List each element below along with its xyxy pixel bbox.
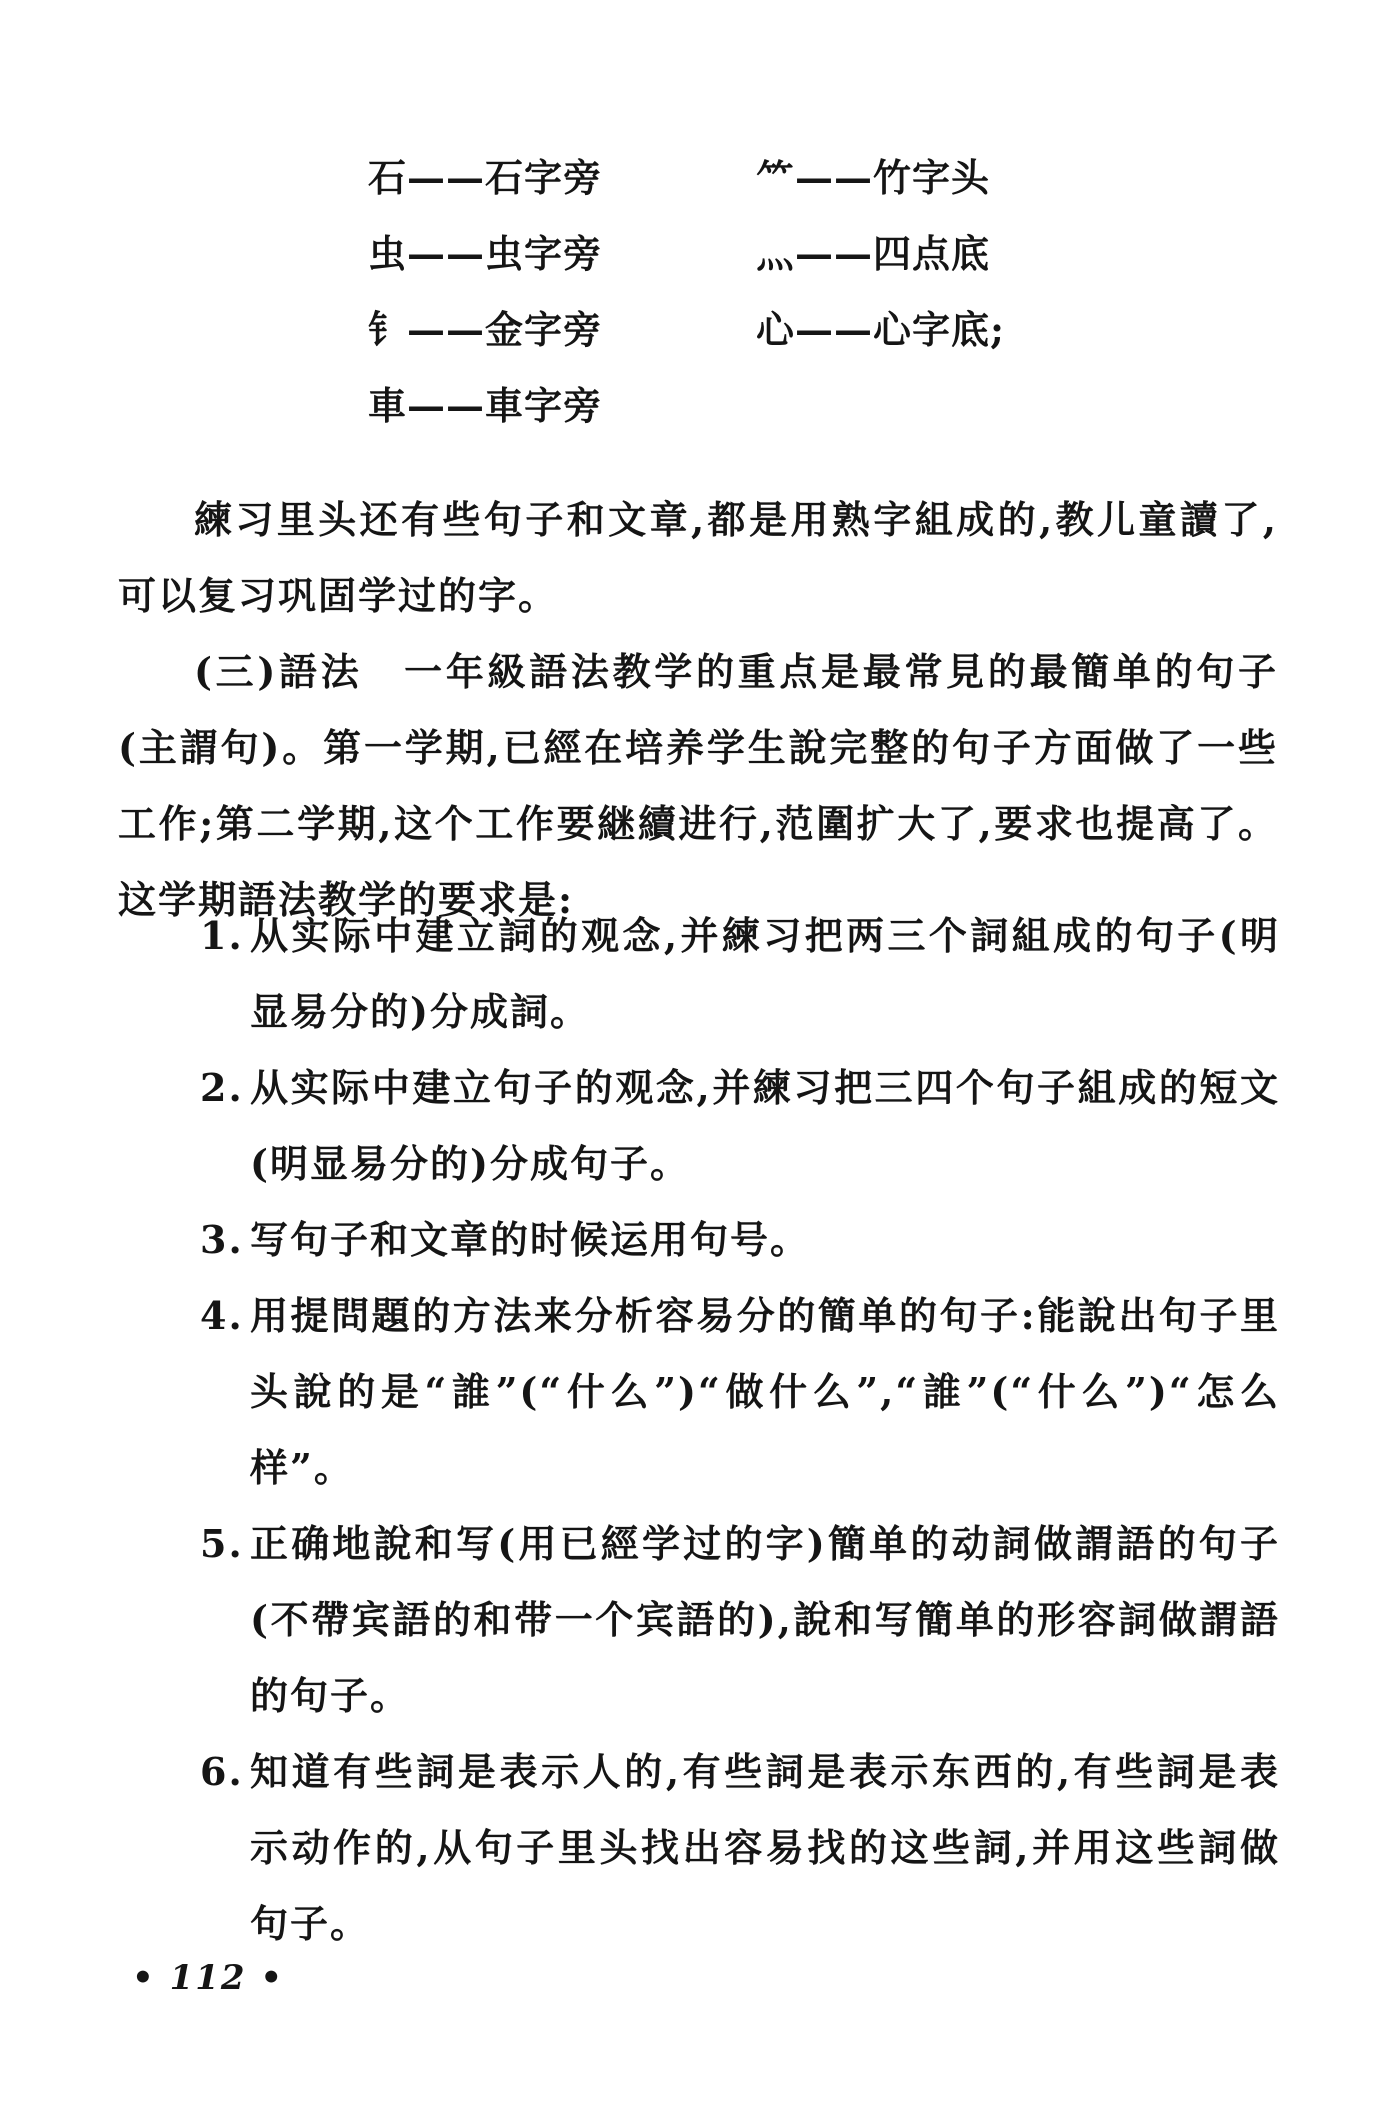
radical-entry: 钅——金字旁	[368, 307, 603, 352]
list-item	[200, 1734, 1280, 1962]
item-text: 知道有些詞是表示人的,有些詞是表示东西的,有些詞是表示动作的,从句子里头找出容易找的这些詞,并用这些詞做句子。	[250, 1749, 1280, 1946]
item-text: 正确地說和写(用已經学过的字)簡单的动詞做謂語的句子(不帶宾語的和带一个宾語的),說和写簡单的形容詞做謂語的句子。	[250, 1521, 1280, 1718]
list-item	[200, 1050, 1280, 1202]
item-number: 6.	[200, 1749, 244, 1794]
radical-list	[368, 148, 1088, 452]
item-number: 1.	[200, 913, 244, 958]
list-item	[200, 1506, 1280, 1734]
radical-entry: 石——石字旁	[368, 155, 603, 200]
item-number: 5.	[200, 1521, 244, 1566]
page-number: • 112 •	[132, 1958, 285, 1998]
item-number: 4.	[200, 1293, 244, 1338]
item-number: 2.	[200, 1065, 244, 1110]
radical-entry: 車——車字旁	[368, 383, 603, 428]
list-item	[200, 1202, 1280, 1278]
radical-entry: 心——心字底;	[756, 307, 1006, 352]
radical-entry: 虫——虫字旁	[368, 231, 603, 276]
radical-entry: 灬——四点底	[756, 231, 991, 276]
requirement-list	[200, 898, 1280, 1962]
item-text: 写句子和文章的时候运用句号。	[250, 1217, 811, 1262]
item-text: 用提問題的方法来分析容易分的簡单的句子:能說出句子里头說的是“誰”(“什么”)“做什么”,“誰”(“什么”)“怎么样”。	[250, 1293, 1280, 1490]
item-text: 从实际中建立詞的观念,并練习把两三个詞組成的句子(明显易分的)分成詞。	[250, 913, 1280, 1034]
list-item	[200, 898, 1280, 1050]
radical-row	[368, 224, 1088, 300]
paragraph-practice: 練习里头还有些句子和文章,都是用熟字組成的,教儿童讀了,可以复习巩固学过的字。	[118, 497, 1278, 618]
radical-row	[368, 376, 1088, 452]
paragraph-grammar: (三)語法 一年級語法教学的重点是最常見的最簡单的句子(主謂句)。第一学期,已經在培养学生說完整的句子方面做了一些工作;第二学期,这个工作要継續进行,范圍扩大了,要求也提高了。这学期語法教学的要求是:	[118, 649, 1278, 922]
item-number: 3.	[200, 1217, 244, 1262]
item-text: 从实际中建立句子的观念,并練习把三四个句子組成的短文(明显易分的)分成句子。	[250, 1065, 1280, 1186]
radical-row	[368, 300, 1088, 376]
radical-row	[368, 148, 1088, 224]
list-item	[200, 1278, 1280, 1506]
radical-entry: ⺮——竹字头	[756, 155, 991, 200]
